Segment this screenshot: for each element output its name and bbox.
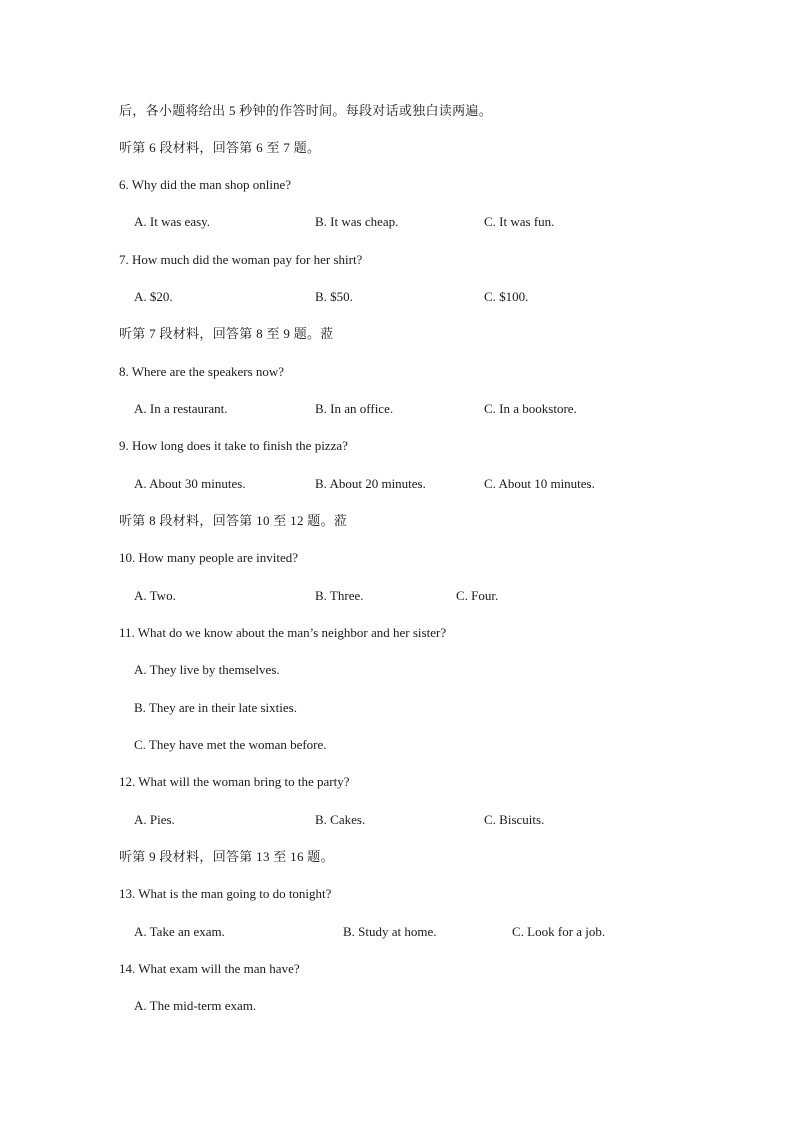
option-12c: C. Biscuits.: [484, 812, 545, 827]
option-12a: A. Pies.: [134, 812, 175, 827]
option-13c: C. Look for a job.: [512, 924, 606, 939]
option-13b: B. Study at home.: [343, 924, 437, 939]
option-12b: B. Cakes.: [315, 812, 366, 827]
section-heading-9: 听第 9 段材料，回答第 13 至 16 题。: [119, 849, 334, 864]
option-13a: A. Take an exam.: [134, 924, 225, 939]
option-6a: A. It was easy.: [134, 214, 211, 229]
option-7a: A. $20.: [134, 289, 173, 304]
option-7b: B. $50.: [315, 289, 353, 304]
listening-instructions: 后，各小题将给出 5 秒钟的作答时间。每段对话或独白读两遍。: [119, 103, 493, 118]
option-9a: A. About 30 minutes.: [134, 476, 246, 491]
question-8: 8. Where are the speakers now?: [119, 364, 285, 379]
question-7: 7. How much did the woman pay for her shirt?: [119, 252, 363, 267]
question-9: 9. How long does it take to finish the pizza?: [119, 438, 348, 453]
question-11: 11. What do we know about the man’s neighbor and her sister?: [119, 625, 447, 640]
option-10a: A. Two.: [134, 588, 176, 603]
option-9c: C. About 10 minutes.: [484, 476, 595, 491]
option-10b: B. Three.: [315, 588, 364, 603]
option-11a: A. They live by themselves.: [134, 662, 280, 677]
question-6: 6. Why did the man shop online?: [119, 177, 291, 192]
question-14: 14. What exam will the man have?: [119, 961, 300, 976]
option-11c: C. They have met the woman before.: [134, 737, 327, 752]
question-13: 13. What is the man going to do tonight?: [119, 886, 332, 901]
question-10: 10. How many people are invited?: [119, 550, 299, 565]
question-12: 12. What will the woman bring to the party?: [119, 774, 350, 789]
option-8a: A. In a restaurant.: [134, 401, 228, 416]
option-9b: B. About 20 minutes.: [315, 476, 426, 491]
option-7c: C. $100.: [484, 289, 529, 304]
option-6b: B. It was cheap.: [315, 214, 399, 229]
option-11b: B. They are in their late sixties.: [134, 700, 297, 715]
option-6c: C. It was fun.: [484, 214, 555, 229]
section-heading-7: 听第 7 段材料，回答第 8 至 9 题。蒞: [119, 326, 334, 341]
option-14a: A. The mid-term exam.: [134, 998, 257, 1013]
section-heading-8: 听第 8 段材料，回答第 10 至 12 题。蒞: [119, 513, 348, 528]
section-heading-6: 听第 6 段材料，回答第 6 至 7 题。: [119, 140, 321, 155]
option-8c: C. In a bookstore.: [484, 401, 577, 416]
option-8b: B. In an office.: [315, 401, 394, 416]
option-10c: C. Four.: [456, 588, 499, 603]
